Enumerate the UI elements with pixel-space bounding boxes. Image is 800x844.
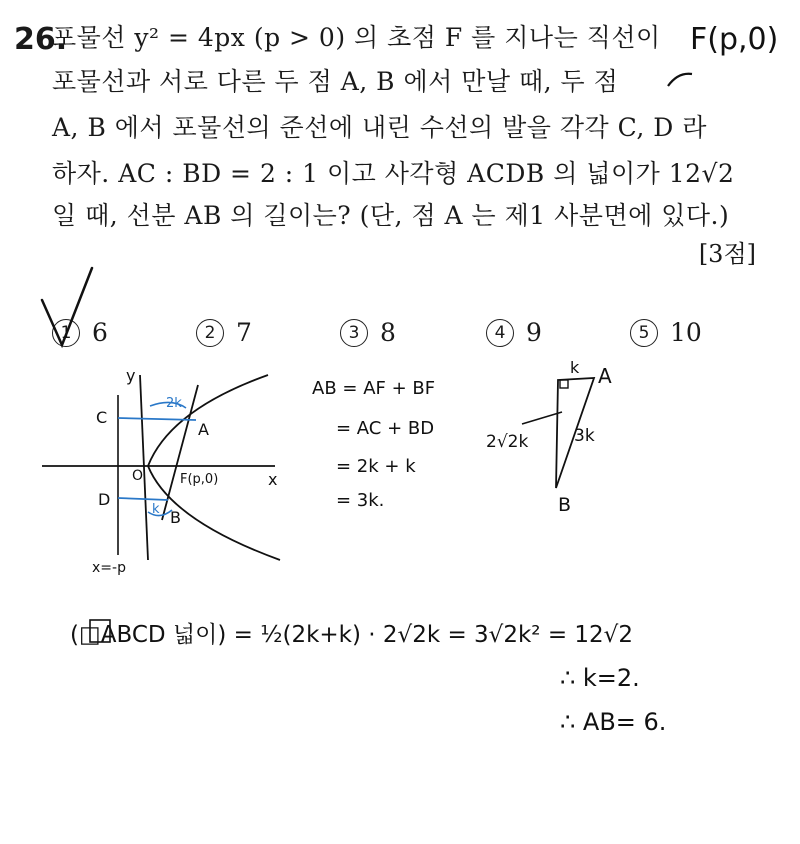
choice-number: 2 [196,319,224,347]
choice-value: 6 [92,318,108,347]
mark-k-label: k [152,502,160,517]
choice-value: 9 [526,318,542,347]
area-equation: (□ABCD 넓이) = ½(2k+k) · 2√2k = 3√2k² = 12√2 [70,622,633,648]
problem-line-1: 포물선 y² = 4px (p > 0) 의 초점 F 를 지나는 직선이 [52,23,661,52]
right-angle-mark [560,380,568,388]
choice-number: 3 [340,319,368,347]
k-result: ∴ k=2. [560,664,640,692]
directrix-label: x=-p [92,560,126,576]
point-c-label: C [96,408,108,427]
final-answer: ∴ AB= 6. [560,708,667,736]
problem-line-2: 포물선과 서로 다른 두 점 A, B 에서 만날 때, 두 점 [52,67,619,96]
x-axis-label: x [268,470,278,489]
point-a-label: A [198,420,209,439]
origin-label: O [132,468,144,484]
step-3: = 2k + k [336,456,416,477]
choice-value: 8 [380,318,396,347]
step-4: = 3k. [336,490,385,511]
triangle-right-label: 3k [574,426,595,446]
point-b-label: B [170,508,181,527]
triangle-pointer [522,412,562,424]
mark-2k-label: 2k [166,396,182,411]
choice-value: 10 [670,318,702,347]
choice-number: 5 [630,319,658,347]
perp-bd [118,498,168,500]
choice-number: 1 [52,319,80,347]
y-axis-label: y [126,366,136,385]
triangle-a-label: A [598,364,612,388]
problem-number: 26. [14,22,68,57]
focus-label: F(p,0) [180,472,219,487]
problem-line-5: 일 때, 선분 AB 의 길이는? (단, 점 A 는 제1 사분면에 있다.) [52,201,730,230]
checkmark-icon [42,268,92,345]
choice-number: 4 [486,319,514,347]
focus-note: F(p,0) [690,22,779,57]
triangle-b-label: B [558,494,572,516]
triangle-top-label: k [570,358,580,377]
triangle-left-label: 2√2k [486,432,529,452]
arrow-icon [668,74,692,86]
point-d-label: D [98,490,111,509]
problem-line-4: 하자. AC : BD = 2 : 1 이고 사각형 ACDB 의 넓이가 12√2 [52,159,735,188]
points-badge: [3점] [698,240,756,268]
choice-value: 7 [236,318,252,347]
step-1: AB = AF + BF [312,378,436,399]
problem-line-3: A, B 에서 포물선의 준선에 내린 수선의 발을 각각 C, D 라 [52,113,707,142]
step-2: = AC + BD [336,418,435,439]
